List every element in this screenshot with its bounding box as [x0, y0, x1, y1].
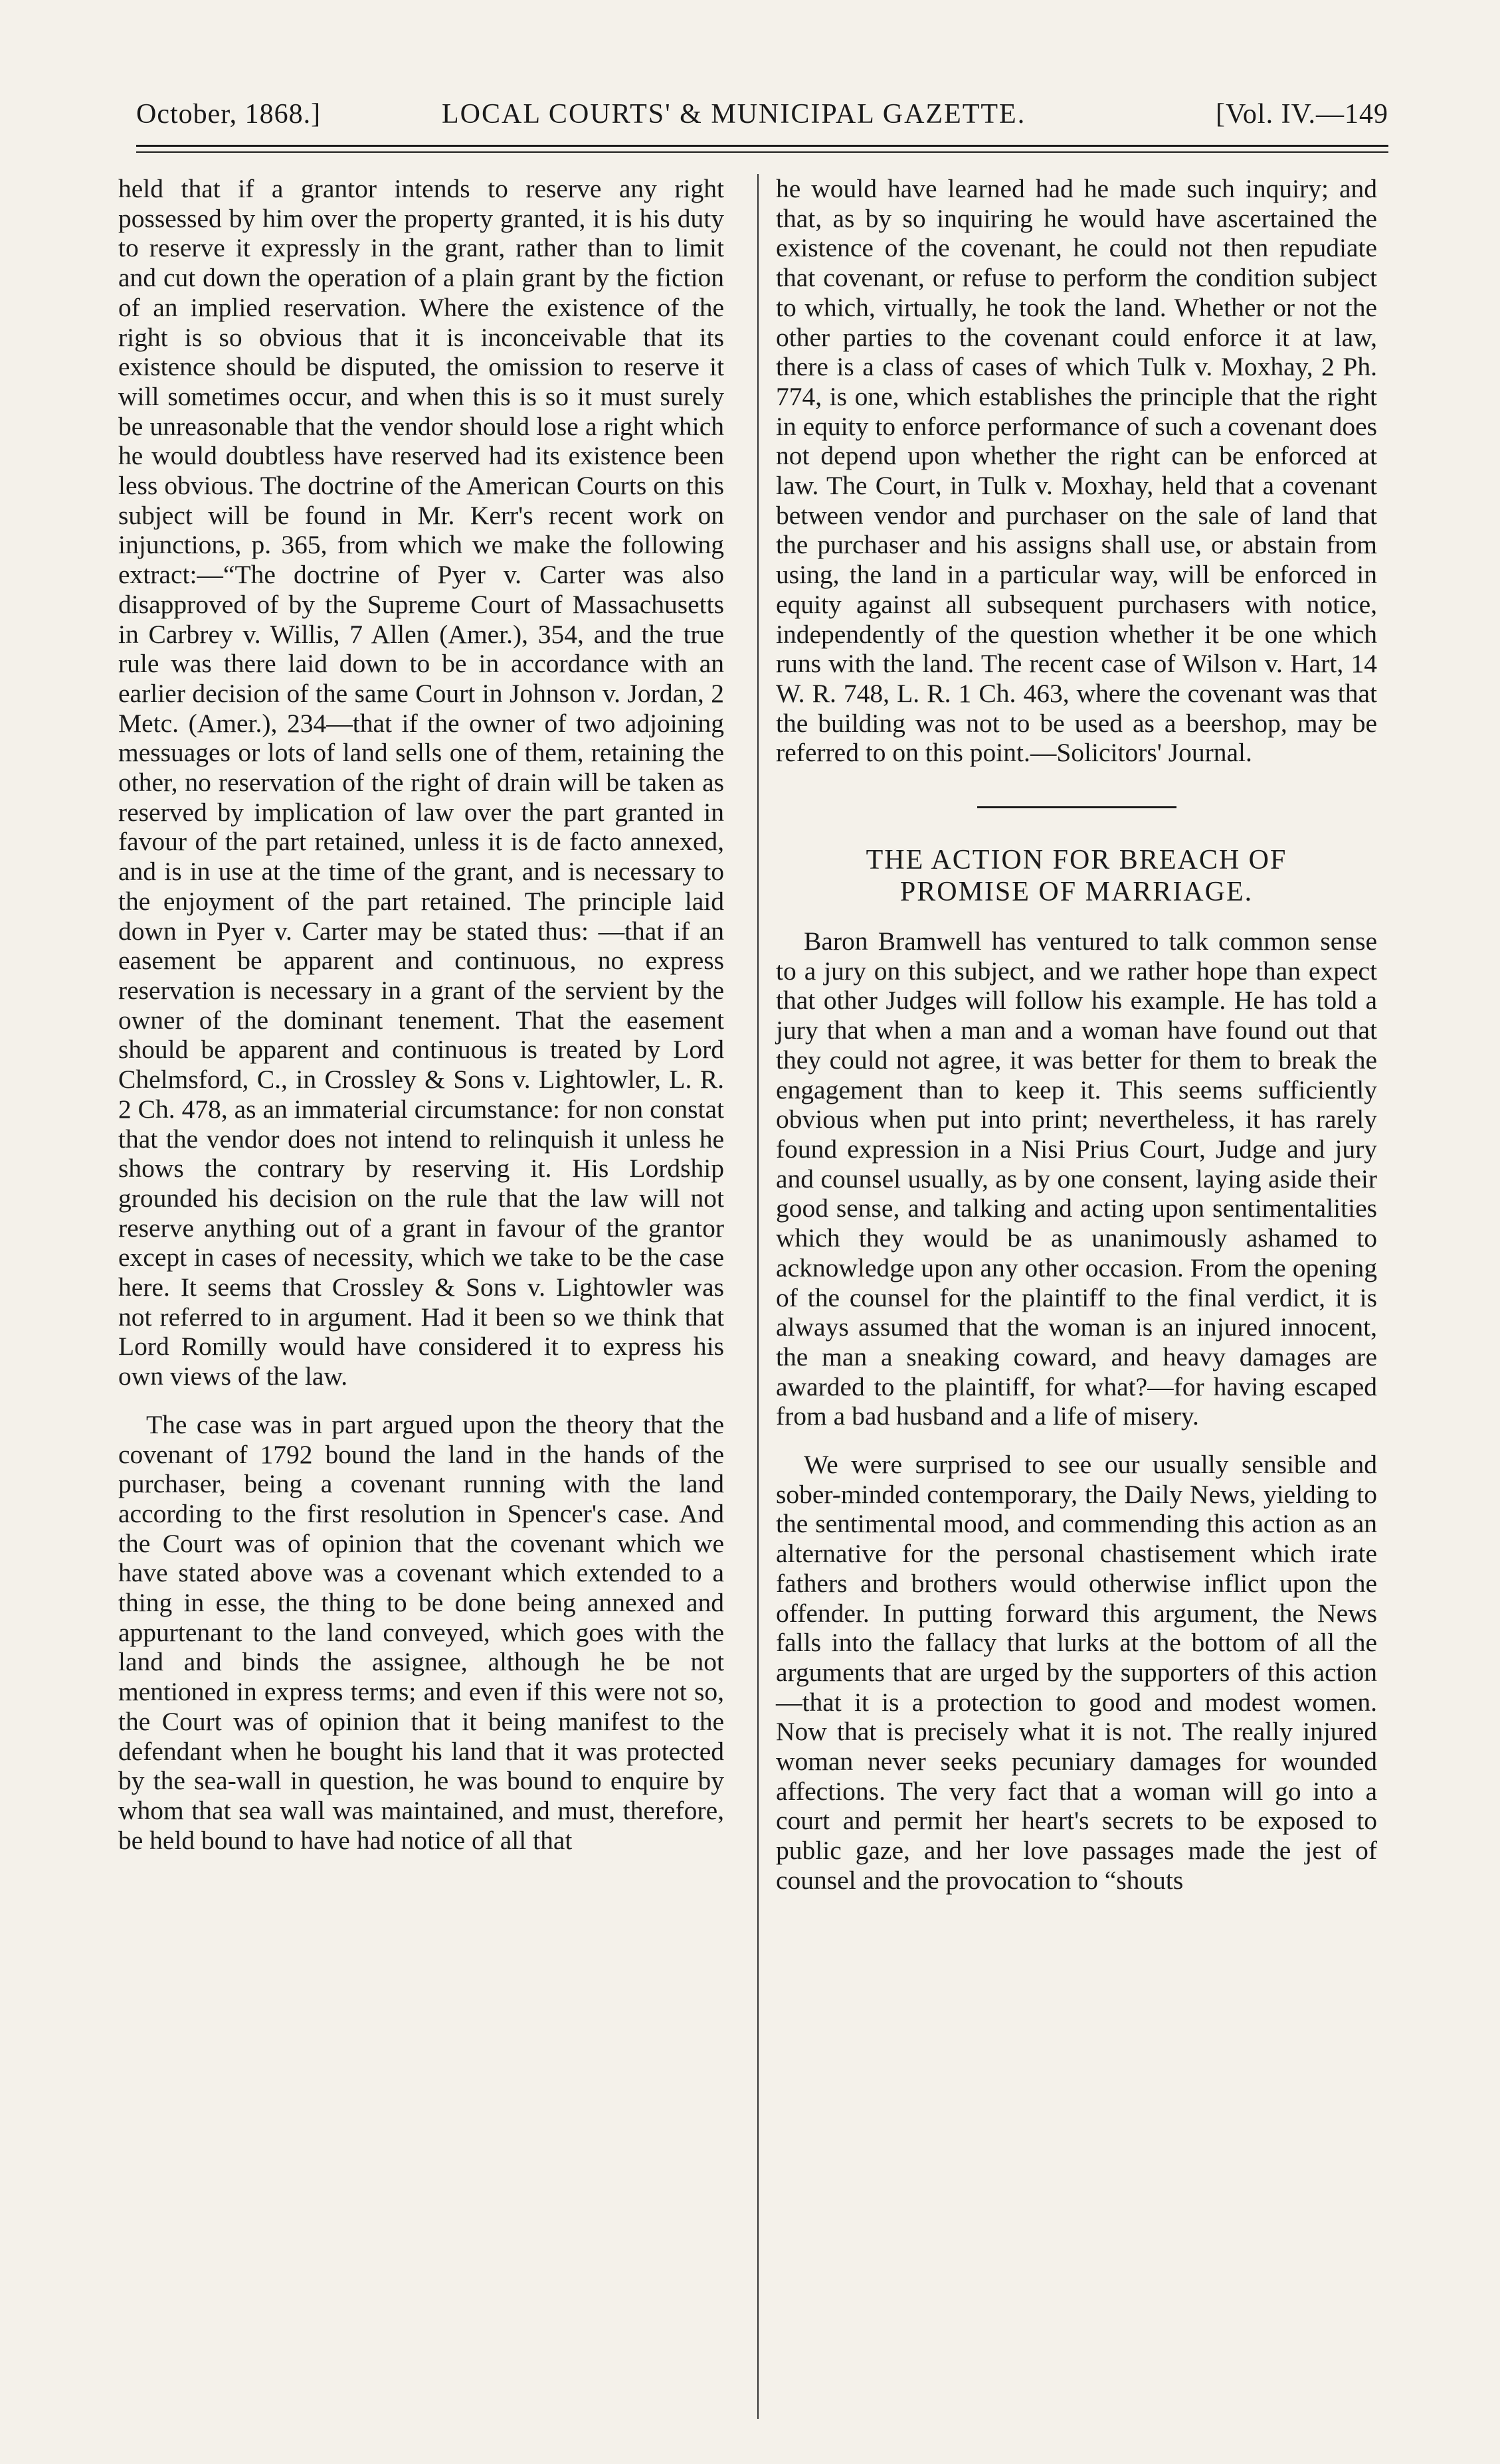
page-header: [136, 94, 1388, 134]
header-title: LOCAL COURTS' & MUNICIPAL GAZETTE.: [442, 99, 1026, 130]
header-date: October, 1868.]: [136, 99, 322, 130]
column-divider: [757, 174, 759, 2419]
section-title-line-1: THE ACTION FOR BREACH OF: [866, 845, 1287, 876]
header-volume: [Vol. IV.—149: [1216, 99, 1388, 130]
header-rule-thick: [136, 145, 1388, 147]
section-title-line-2: PROMISE OF MARRIAGE.: [899, 877, 1254, 908]
section-separator: [977, 806, 1176, 808]
section-title: [776, 844, 1377, 908]
right-paragraph-1: he would have learned had he made such inquiry; and that, as by so inquiring he would have ascertained the existence of the covenant, he could not then repudiate that covenant, or refuse to perform the condition subject to which, virtually, he took the land. Whether or not the other parties to the covenant could enforce it at law, there is a class of cases of which Tulk v. Moxhay, 2 Ph. 774, is one, which establishes the principle that the right in equity to enforce performance of such a covenant does not depend upon whether the right can be enforced at law. The Court, in Tulk v. Moxhay, held that a covenant between vendor and purchaser on the sale of land that the purchaser and his assigns shall use, or abstain from using, the land in a particular way, will be enforced in equity against all subsequent purchasers with notice, independently of the question whether it be one which runs with the land. The recent case of Wilson v. Hart, 14 W. R. 748, L. R. 1 Ch. 463, where the covenant was that the building was not to be used as a beershop, may be referred to on this point.—Solicitors' Journal.: [776, 174, 1377, 768]
right-paragraph-2: Baron Bramwell has ventured to talk common sense to a jury on this subject, and we rather hope than expect that other Judges will follow his example. He has told a jury that when a man and a woman have found out that they could not agree, it was better for them to break the engagement than to keep it. This seems sufficiently obvious when put into print; nevertheless, it has rarely found expression in a Nisi Prius Court, Judge and jury and counsel usually, as by one consent, laying aside their good sense, and talking and acting upon sentimentalities which they would be as unanimously ashamed to acknowledge upon any other occasion. From the opening of the counsel for the plaintiff to the final verdict, it is always assumed that the woman is an injured innocent, the man a sneaking coward, and heavy damages are awarded to the plaintiff, for what?—for having escaped from a bad husband and a life of misery.: [776, 926, 1377, 1431]
left-paragraph-1: held that if a grantor intends to reserve any right possessed by him over the property granted, it is his duty to reserve it expressly in the grant, rather than to limit and cut down the operation of a plain grant by the fiction of an implied reservation. Where the existence of the right is so obvious that it is inconceivable that its existence should be disputed, the omission to reserve it will sometimes occur, and when this is so it must surely be unreasonable that the vendor should lose a right which he would doubtless have reserved had its existence been less obvious. The doctrine of the American Courts on this subject will be found in Mr. Kerr's recent work on injunctions, p. 365, from which we make the following extract:—“The doctrine of Pyer v. Carter was also disapproved of by the Supreme Court of Massachusetts in Carbrey v. Willis, 7 Allen (Amer.), 354, and the true rule was there laid down to be in accordance with an earlier decision of the same Court in Johnson v. Jordan, 2 Metc. (Amer.), 234—that if the owner of two adjoining messuages or lots of land sells one of them, retaining the other, no reservation of the right of drain will be taken as reserved by implication of law over the part granted in favour of the part retained, unless it is de facto annexed, and is in use at the time of the grant, and is necessary to the enjoyment of the part retained. The principle laid down in Pyer v. Carter may be stated thus: —that if an easement be apparent and continuous, no express reservation is necessary in a grant of the servient by the owner of the dominant tenement. That the easement should be apparent and continuous is treated by Lord Chelmsford, C., in Crossley & Sons v. Lightowler, L. R. 2 Ch. 478, as an immaterial circumstance: for non constat that the vendor does not intend to relinquish it unless he shows the contrary by reserving it. His Lordship grounded his decision on the rule that the law will not reserve anything out of a grant in favour of the grantor except in cases of necessity, which we take to be the case here. It seems that Crossley & Sons v. Lightowler was not referred to in argument. Had it been so we think that Lord Romilly would have considered it to express his own views of the law.: [118, 174, 724, 1391]
right-column: [776, 174, 1377, 1895]
left-column: [118, 174, 724, 1855]
right-paragraph-3: We were surprised to see our usually sensible and sober-minded contemporary, the Daily News, yielding to the sentimental mood, and commending this action as an alternative for the personal chastisement which irate fathers and brothers would otherwise inflict upon the offender. In putting forward this argument, the News falls into the fallacy that lurks at the bottom of all the arguments that are urged by the supporters of this action—that it is a protection to good and modest women. Now that is precisely what it is not. The really injured woman never seeks pecuniary damages for wounded affections. The very fact that a woman will go into a court and permit her heart's secrets to be exposed to public gaze, and her love passages made the jest of counsel and the provocation to “shouts: [776, 1450, 1377, 1895]
header-rule-thin: [136, 151, 1388, 153]
left-paragraph-2: The case was in part argued upon the theory that the covenant of 1792 bound the land in the hands of the purchaser, being a covenant running with the land according to the first resolution in Spencer's case. And the Court was of opinion that the covenant which we have stated above was a covenant which extended to a thing in esse, the thing to be done being annexed and appurtenant to the land conveyed, which goes with the land and binds the assignee, although he be not mentioned in express terms; and even if this were not so, the Court was of opinion that it being manifest to the defendant when he bought his land that it was protected by the sea-wall in question, he was bound to enquire by whom that sea wall was maintained, and must, therefore, be held bound to have had notice of all that: [118, 1409, 724, 1855]
